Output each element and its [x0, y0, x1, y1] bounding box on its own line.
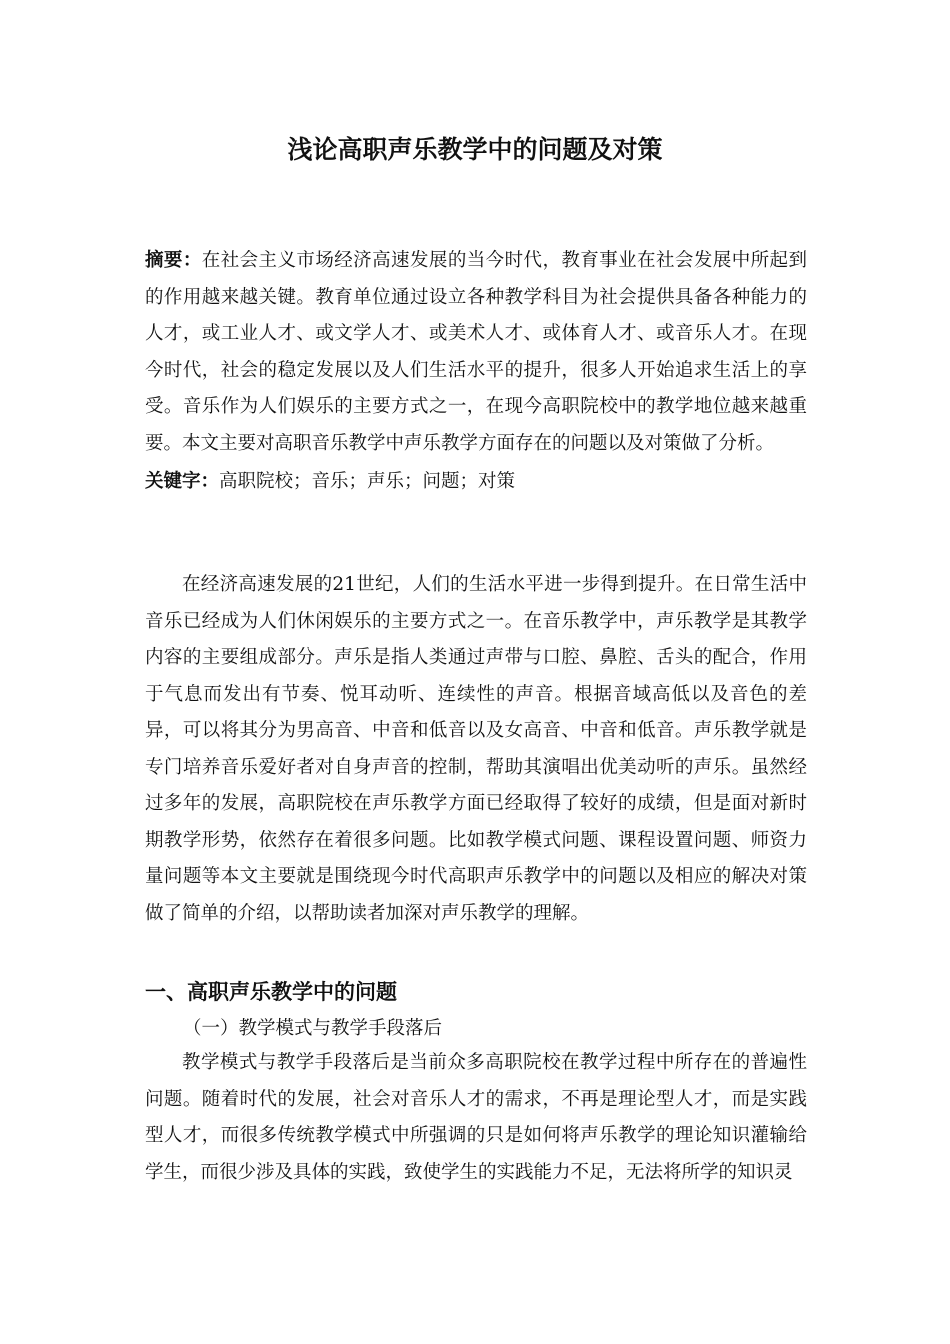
intro-paragraph: 在经济高速发展的21世纪，人们的生活水平进一步得到提升。在日常生活中音乐已经成为人们休闲娱乐的主要方式之一。在音乐教学中，声乐教学是其教学内容的主要组成部分。声乐是指人类通过声带与口腔、鼻腔、舌头的配合，作用于气息而发出有节奏、悦耳动听、连续性的声音。根据音域高低以及音色的差异，可以将其分为男高音、中音和低音以及女高音、中音和低音。声乐教学就是专门培养音乐爱好者对自身声音的控制，帮助其演唱出优美动听的声乐。虽然经过多年的发展，高职院校在声乐教学方面已经取得了较好的成绩，但是面对新时期教学形势，依然存在着很多问题。比如教学模式问题、课程设置问题、师资力量问题等本文主要就是围绕现今时代高职声乐教学中的问题以及相应的解决对策做了简单的介绍，以帮助读者加深对声乐教学的理解。	[145, 574, 807, 924]
section-heading: 一、高职声乐教学中的问题	[145, 980, 397, 1004]
subsection-heading: （一）教学模式与教学手段落后	[183, 1018, 443, 1039]
keywords-line	[145, 464, 807, 501]
abstract-label: 摘要：	[145, 250, 202, 271]
keywords-label: 关键字：	[145, 471, 220, 492]
abstract-text: 在社会主义市场经济高速发展的当今时代，教育事业在社会发展中所起到的作用越来越关键。教育单位通过设立各种教学科目为社会提供具备各种能力的人才，或工业人才、或文学人才、或美术人才、或体育人才、或音乐人才。在现今时代，社会的稳定发展以及人们生活水平的提升，很多人开始追求生活上的享受。音乐作为人们娱乐的主要方式之一，在现今高职院校中的教学地位越来越重要。本文主要对高职音乐教学中声乐教学方面存在的问题以及对策做了分析。	[145, 250, 807, 454]
abstract-paragraph	[145, 243, 807, 462]
subsection-paragraph: 教学模式与教学手段落后是当前众多高职院校在教学过程中所存在的普遍性问题。随着时代的发展，社会对音乐人才的需求，不再是理论型人才，而是实践型人才，而很多传统教学模式中所强调的只是如何将声乐教学的理论知识灌输给学生，而很少涉及具体的实践，致使学生的实践能力不足，无法将所学的知识灵	[145, 1052, 807, 1183]
keywords-text: 高职院校；音乐；声乐；问题；对策	[219, 471, 516, 492]
document-title: 浅论高职声乐教学中的问题及对策	[287, 135, 663, 164]
